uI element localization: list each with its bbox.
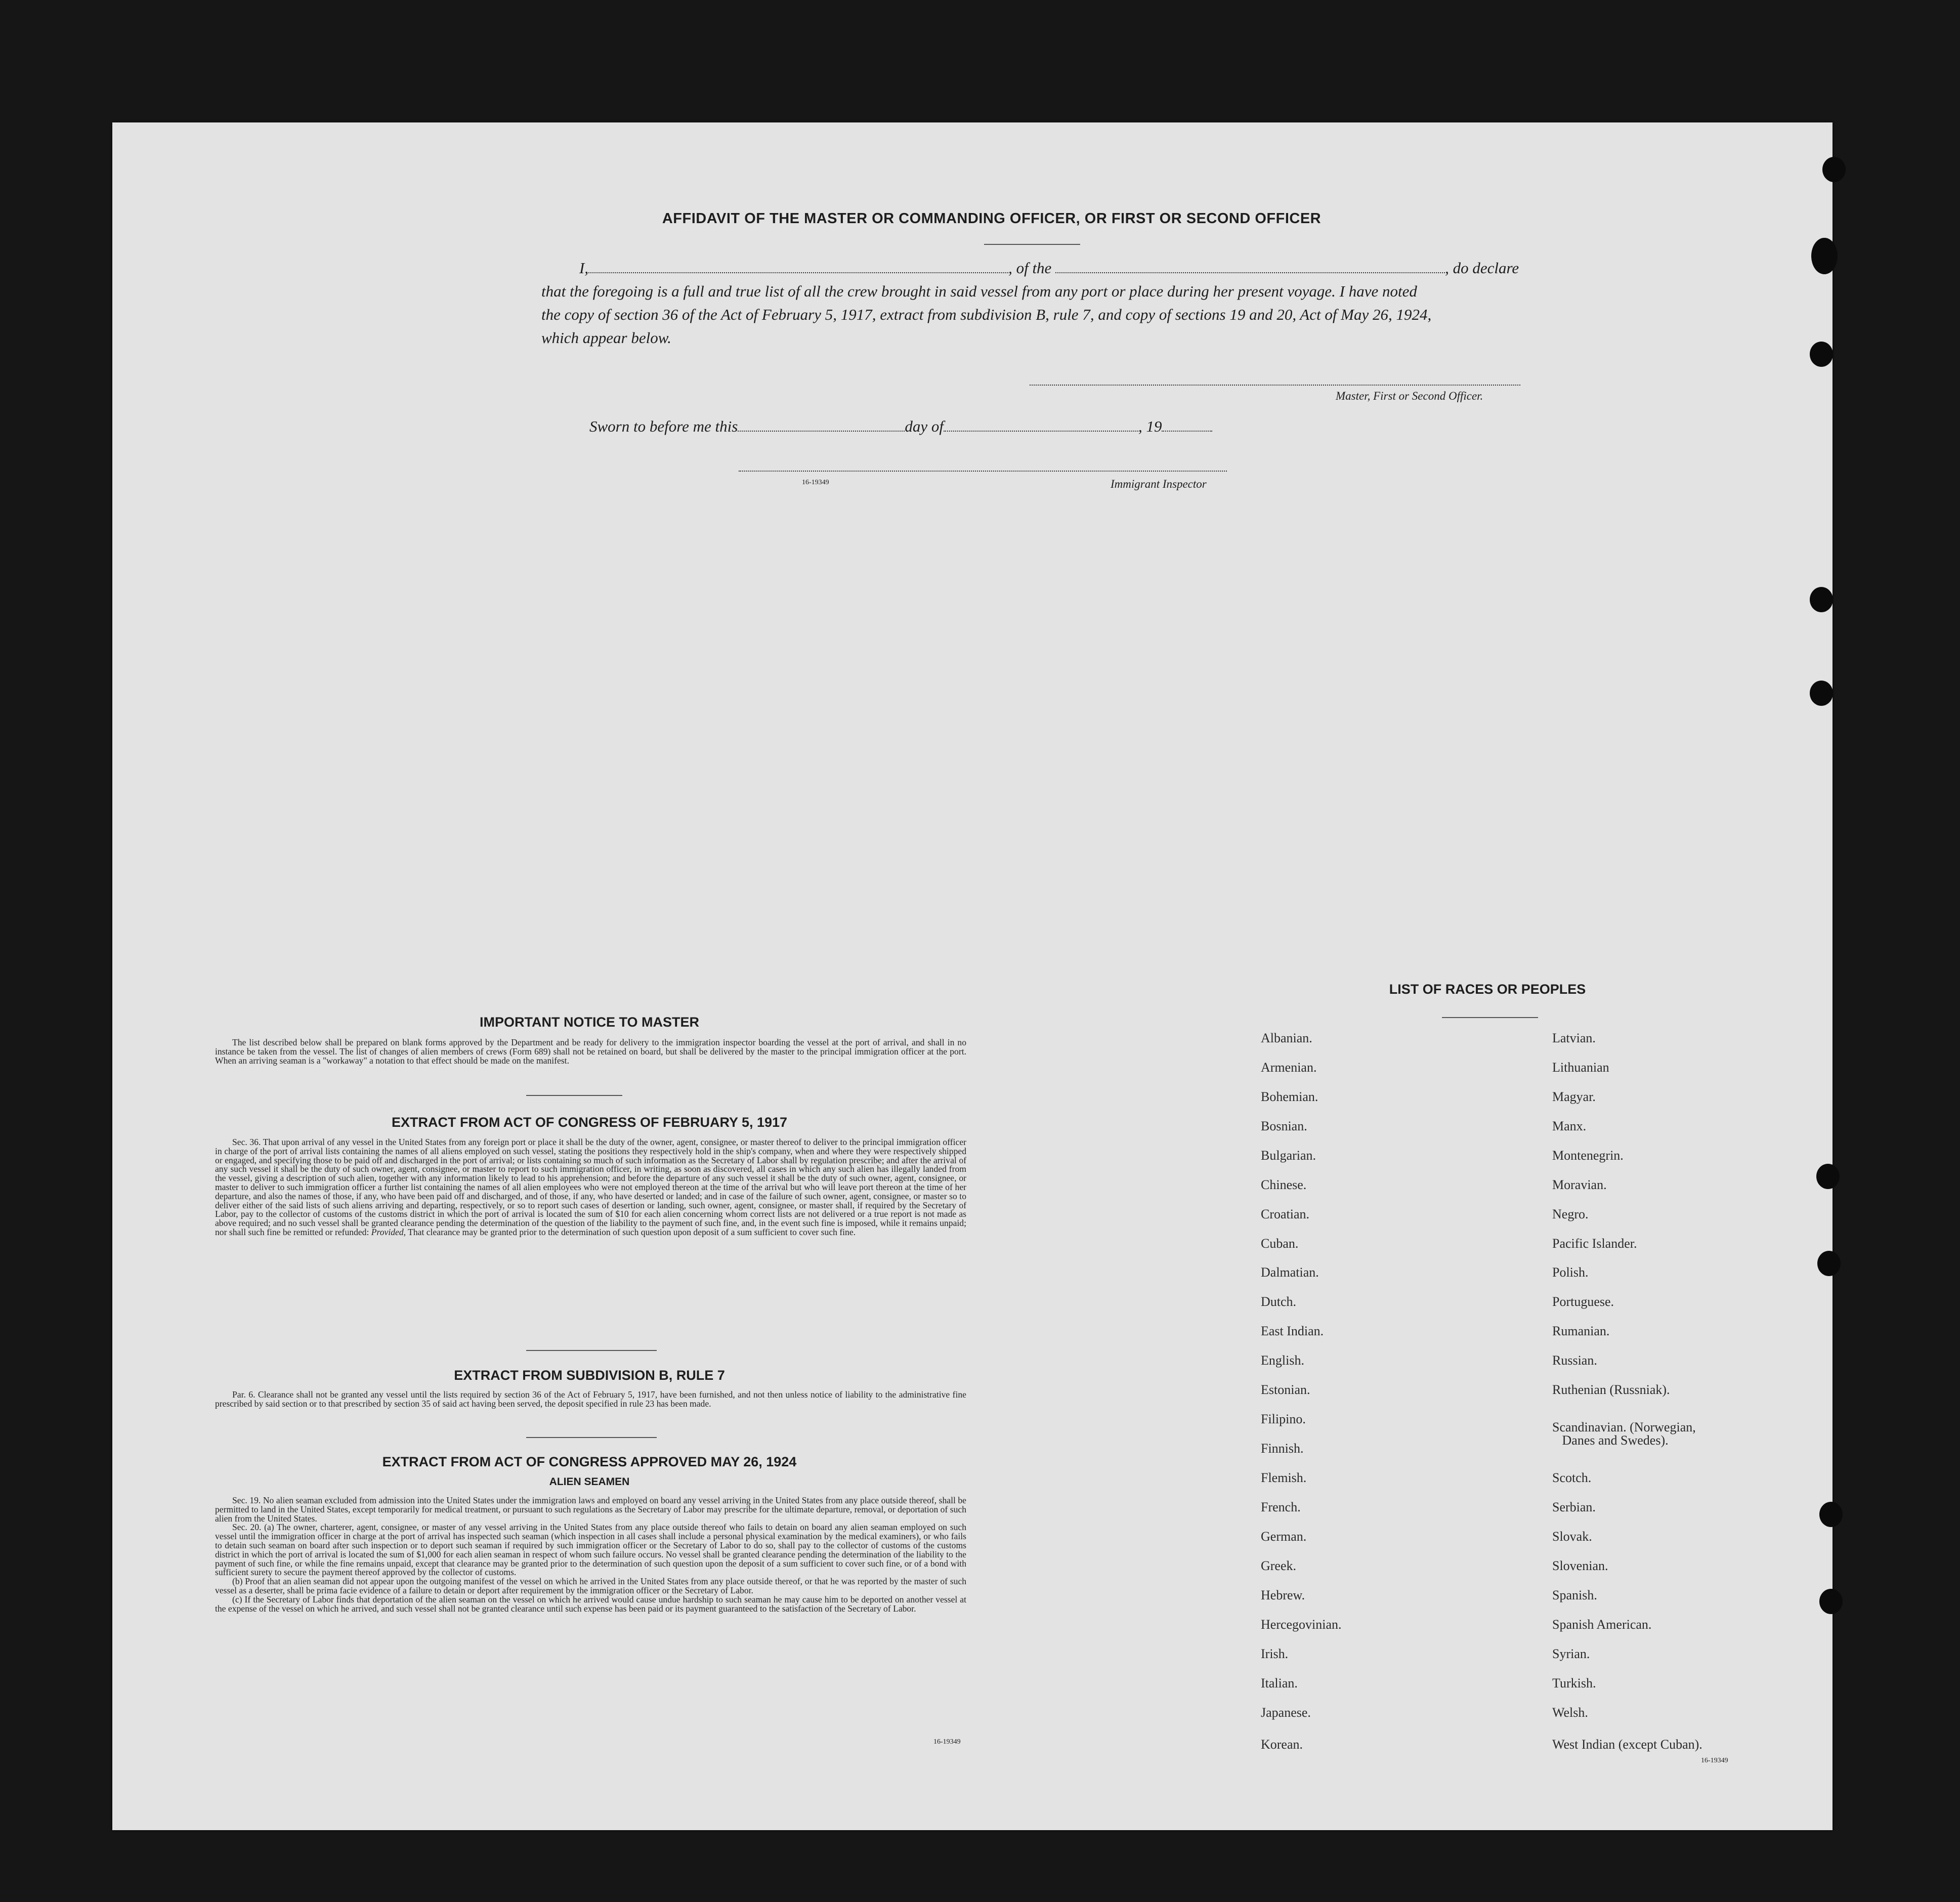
race-col2-item: Slovak. bbox=[1552, 1529, 1592, 1544]
race-col1-item: Estonian. bbox=[1261, 1382, 1310, 1397]
sworn-year-blank[interactable] bbox=[1162, 418, 1212, 432]
section-36-paragraph bbox=[215, 1138, 966, 1237]
race-col2-item: Lithuanian bbox=[1552, 1060, 1609, 1075]
race-col1-item: Cuban. bbox=[1261, 1236, 1299, 1251]
extract-form-number: 16-19349 bbox=[933, 1738, 961, 1746]
sworn-month-blank[interactable] bbox=[944, 418, 1138, 432]
affidavit-i-label: I, bbox=[579, 259, 589, 277]
title-divider bbox=[984, 244, 1080, 245]
vessel-blank[interactable] bbox=[1055, 260, 1445, 273]
day-of-label: day of bbox=[905, 417, 944, 435]
race-col2-item: Syrian. bbox=[1552, 1646, 1590, 1661]
inspector-signature-line[interactable] bbox=[739, 471, 1227, 472]
race-col2-item: Serbian. bbox=[1552, 1500, 1596, 1514]
alien-seamen-subtitle: ALIEN SEAMEN bbox=[549, 1476, 630, 1488]
race-col1-item: Finnish. bbox=[1261, 1441, 1304, 1456]
section-36-text-a: Sec. 36. That upon arrival of any vessel in the United States from any foreign port or place it shall be the duty of the owner, agent, consignee, or master thereof to deliver to the principal immigration officer in charge of the port of arrival lists containing the names of all aliens employed on such vessel, stating the positions they respectively hold in the ship's company, when and where they were respectively shipped or engaged, and specifying those to be paid off and discharged in the port of arrival; or lists containing so much of such information as the Secretary of Labor shall by regulation prescribe; and after the arrival of any such vessel it shall be the duty of such owner, agent, consignee, or master to report to such immigration officer, in writing, as soon as discovered, all cases in which any such alien has illegally landed from the vessel, giving a description of such alien, together with any information likely to lead to his apprehension; and before the departure of any such vessel it shall be the duty of such owner, agent, consignee, or master to deliver to such immigration officer a further list containing the names of all alien employees who were not employed thereon at the time of the arrival but who will leave port thereon at the time of her departure, and also the names of those, if any, who have been paid off and discharged, and of those, if any, who have deserted or landed; and in case of the failure of such owner, agent, consignee, or master so to deliver either of the said lists of such aliens arriving and departing, respectively, or so to report such cases of desertion or landing, such owner, agent, consignee, or master shall, if required by the Secretary of Labor, pay to the collector of customs of the customs district in which the port of arrival is located the sum of $10 for each alien concerning whom correct lists are not delivered or a true report is not made as above required; and no such vessel shall be granted clearance pending the determination of the question of the liability to the payment of such fine, and, in the event such fine is imposed, while it remains unpaid; nor shall such fine be remitted or refunded: bbox=[215, 1137, 966, 1237]
race-col1-item: Hebrew. bbox=[1261, 1588, 1305, 1602]
race-col2-item: Polish. bbox=[1552, 1265, 1589, 1280]
affidavit-line-1 bbox=[579, 259, 1519, 277]
section-20c-paragraph: (c) If the Secretary of Labor finds that deportation of the alien seaman on the vessel on which he arrived would cause undue hardship to such seaman he may cause him to be deported on another vessel at the expense of the vessel on which he arrived, and such vessel shall not be granted clearance until such expense has been paid or its payment guaranteed to the satisfaction of the Secretary of Labor. bbox=[215, 1594, 966, 1614]
race-col1-item: Irish. bbox=[1261, 1646, 1289, 1661]
race-col1-item: Korean. bbox=[1261, 1737, 1303, 1752]
extract-1917-title: EXTRACT FROM ACT OF CONGRESS OF FEBRUARY 5, 1917 bbox=[391, 1115, 788, 1130]
races-form-number: 16-19349 bbox=[1701, 1757, 1728, 1764]
race-col1-item: French. bbox=[1261, 1500, 1301, 1514]
rule7-divider bbox=[526, 1437, 657, 1438]
section-36-text-b: That clearance may be granted prior to the determination of such question upon deposit of a sum sufficient to cover such fine. bbox=[406, 1227, 856, 1237]
race-col1-item: Japanese. bbox=[1261, 1705, 1311, 1720]
affidavit-line-4: which appear below. bbox=[541, 329, 671, 347]
affidavit-form-number: 16-19349 bbox=[802, 479, 829, 486]
year-label: , 19 bbox=[1138, 417, 1162, 435]
race-col2-item: Pacific Islander. bbox=[1552, 1236, 1637, 1251]
race-col1-item: Chinese. bbox=[1261, 1177, 1307, 1192]
do-declare-label: , do declare bbox=[1445, 259, 1519, 277]
race-col1-item: Italian. bbox=[1261, 1676, 1298, 1690]
race-col2-item: Magyar. bbox=[1552, 1089, 1596, 1104]
race-col2-item: West Indian (except Cuban). bbox=[1552, 1737, 1702, 1752]
affidavit-title: AFFIDAVIT OF THE MASTER OR COMMANDING OFFICER, OR FIRST OR SECOND OFFICER bbox=[662, 210, 1322, 227]
inspector-caption: Immigrant Inspector bbox=[1111, 478, 1207, 490]
race-col1-item: German. bbox=[1261, 1529, 1307, 1544]
notice-text bbox=[215, 1038, 966, 1065]
extract-1924-title: EXTRACT FROM ACT OF CONGRESS APPROVED MAY 26, 1924 bbox=[382, 1454, 797, 1469]
rule7-title: EXTRACT FROM SUBDIVISION B, RULE 7 bbox=[454, 1368, 725, 1383]
race-col1-item: Armenian. bbox=[1261, 1060, 1317, 1075]
punch-hole bbox=[1816, 1164, 1840, 1189]
race-col1-item: Dutch. bbox=[1261, 1294, 1297, 1309]
race-col1-item: Filipino. bbox=[1261, 1412, 1306, 1426]
race-col2-item: Spanish. bbox=[1552, 1588, 1597, 1602]
race-col2-item: Turkish. bbox=[1552, 1676, 1596, 1690]
punch-hole bbox=[1810, 681, 1833, 706]
race-col2-item: Spanish American. bbox=[1552, 1617, 1652, 1632]
affidavit-line-2: that the foregoing is a full and true list of all the crew brought in said vessel from any port or place during her present voyage. I have noted bbox=[541, 282, 1417, 300]
race-col2-item: Moravian. bbox=[1552, 1177, 1607, 1192]
race-col1-item: East Indian. bbox=[1261, 1324, 1324, 1338]
race-col2-item: Russian. bbox=[1552, 1353, 1597, 1368]
race-col2-item: Ruthenian (Russniak). bbox=[1552, 1382, 1670, 1397]
rule7-paragraph: Par. 6. Clearance shall not be granted any vessel until the lists required by section 36 of the Act of February 5, 1917, have been furnished, and not then unless notice of liability to the administrative fine prescribed by said section or to that prescribed by section 35 of said act having been served, the deposit specified in rule 23 has been made. bbox=[215, 1389, 966, 1409]
punch-hole bbox=[1811, 238, 1838, 274]
races-divider bbox=[1442, 1017, 1538, 1018]
race-col1-item: Croatian. bbox=[1261, 1207, 1310, 1221]
race-col1-item: English. bbox=[1261, 1353, 1304, 1368]
punch-hole bbox=[1817, 1251, 1841, 1276]
affidavit-line-3: the copy of section 36 of the Act of February 5, 1917, extract from subdivision B, rule 7, and copy of sections 19 and 20, Act of May 26, 1924, bbox=[541, 306, 1432, 323]
race-col1-item: Bulgarian. bbox=[1261, 1148, 1316, 1163]
punch-hole bbox=[1810, 342, 1833, 367]
punch-hole bbox=[1819, 1589, 1843, 1614]
race-col2-item: Portuguese. bbox=[1552, 1294, 1614, 1309]
extract-1917-text bbox=[215, 1138, 966, 1237]
race-col1-item: Albanian. bbox=[1261, 1031, 1312, 1045]
section-20b-paragraph: (b) Proof that an alien seaman did not appear upon the outgoing manifest of the vessel on which he arrived in the United States from any place outside thereof, or that he was reported by the master of such vessel as a deserter, shall be prima facie evidence of a failure to detain or deport after requirement by the immigration officer or the Secretary of Labor. bbox=[215, 1576, 966, 1595]
of-the-label: , of the bbox=[1008, 259, 1052, 277]
extract-1924-text bbox=[215, 1496, 966, 1613]
punch-hole bbox=[1822, 157, 1846, 182]
race-col2-item: Scotch. bbox=[1552, 1470, 1592, 1485]
race-col1-item: Flemish. bbox=[1261, 1470, 1307, 1485]
race-col1-item: Bosnian. bbox=[1261, 1119, 1307, 1133]
notice-title: IMPORTANT NOTICE TO MASTER bbox=[480, 1015, 699, 1030]
section-19-paragraph: Sec. 19. No alien seaman excluded from admission into the United States under the immigration laws and employed on board any vessel arriving in the United States from any place outside thereof, shall be permitted to land in the United States, except temporarily for medical treatment, or pursuant to such regulations as the Secretary of Labor may prescribe for the ultimate departure, removal, or deportation of such alien from the United States. bbox=[215, 1495, 966, 1524]
section-36-provided: Provided, bbox=[371, 1227, 406, 1237]
sworn-line bbox=[589, 417, 1212, 436]
race-col1-item: Dalmatian. bbox=[1261, 1265, 1319, 1280]
races-title: LIST OF RACES OR PEOPLES bbox=[1389, 982, 1586, 997]
race-col2-item: Rumanian. bbox=[1552, 1324, 1610, 1338]
section-20a-paragraph: Sec. 20. (a) The owner, charterer, agent, consignee, or master of any vessel arriving in the United States from any place outside thereof who fails to detain on board any alien seaman employed on such vessel until the immigration officer in charge at the port of arrival has inspected such seaman (which inspection in all cases shall include a personal physical examination by the medical examiners), or who fails to detain such seaman on board after such inspection or to deport such seaman if required by such immigration officer or the Secretary of Labor to do so, shall pay to the collector of customs of the customs district in which the port of arrival is located the sum of $1,000 for each alien seaman in respect of whom such failure occurs. No vessel shall be granted clearance pending the determination of the liability to the payment of such fine, or while the fine remains unpaid, except that clearance may be granted prior to the determination of such question upon the deposit of a sum sufficient to cover such fine, or of a bond with sufficient surety to secure the payment thereof approved by the collector of customs. bbox=[215, 1522, 966, 1578]
race-col2-item: Latvian. bbox=[1552, 1031, 1596, 1045]
race-col2-item: Welsh. bbox=[1552, 1705, 1588, 1720]
master-signature-caption: Master, First or Second Officer. bbox=[1336, 390, 1483, 402]
name-blank[interactable] bbox=[588, 260, 1008, 273]
race-col2-item: Manx. bbox=[1552, 1119, 1587, 1133]
race-col2-item: Montenegrin. bbox=[1552, 1148, 1624, 1163]
extract-1917-divider bbox=[526, 1350, 657, 1351]
sworn-day-blank[interactable] bbox=[738, 418, 905, 432]
notice-divider bbox=[526, 1095, 622, 1096]
punch-hole bbox=[1819, 1502, 1843, 1527]
race-col2-item: Negro. bbox=[1552, 1207, 1589, 1221]
sworn-label: Sworn to before me this bbox=[589, 417, 738, 435]
master-signature-line[interactable] bbox=[1030, 385, 1520, 386]
race-col1-item: Bohemian. bbox=[1261, 1089, 1318, 1104]
race-col2-item: Slovenian. bbox=[1552, 1558, 1608, 1573]
punch-hole bbox=[1810, 587, 1833, 612]
rule7-text bbox=[215, 1390, 966, 1409]
race-col1-item: Hercegovinian. bbox=[1261, 1617, 1342, 1632]
notice-paragraph: The list described below shall be prepared on blank forms approved by the Department and be ready for delivery to the immigration inspector boarding the vessel at the port of arrival, and shall in no instance be taken from the vessel. The list of changes of alien members of crews (Form 689) shall not be retained on board, but shall be delivered by the master to the principal immigration officer at the port. When an arriving seaman is a "workaway" a notation to that effect should be made on the manifest. bbox=[215, 1037, 966, 1066]
race-col1-item: Greek. bbox=[1261, 1558, 1297, 1573]
race-col2-item: Scandinavian. (Norwegian, Danes and Swedes). bbox=[1552, 1420, 1696, 1448]
